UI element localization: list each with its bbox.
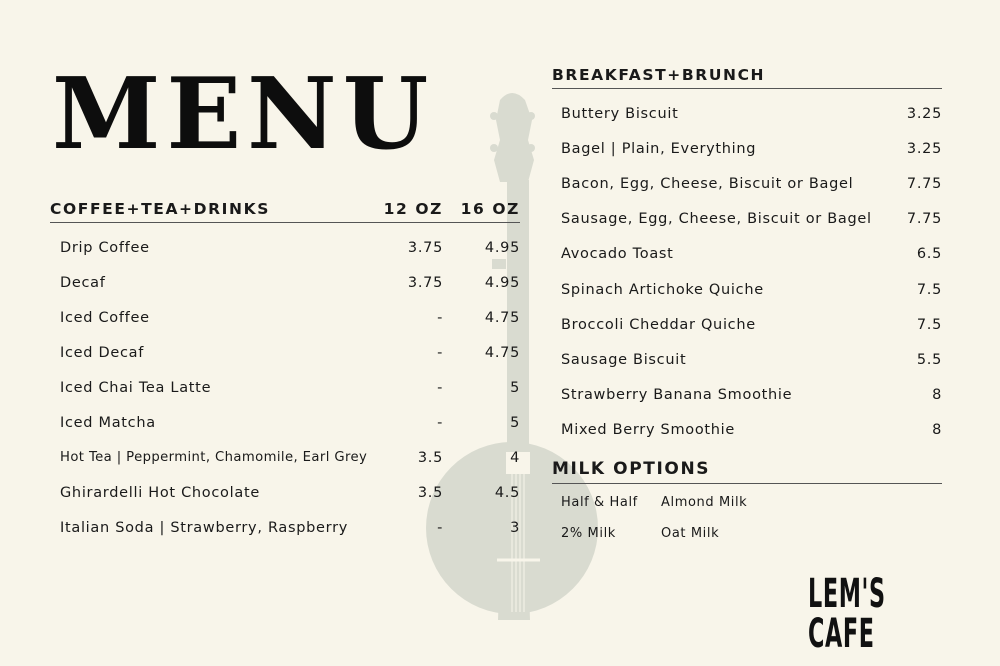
coffee-item <box>60 405 520 440</box>
item-price: 8 <box>932 387 942 404</box>
coffee-item <box>60 335 520 370</box>
item-name: Sausage, Egg, Cheese, Biscuit or Bagel <box>561 211 872 228</box>
milk-option: Oat Milk <box>661 526 720 541</box>
item-name: Broccoli Cheddar Quiche <box>561 316 756 333</box>
price-16oz: 4.75 <box>484 344 520 361</box>
item-name: Decaf <box>60 274 106 291</box>
item-price: 5.5 <box>916 351 942 368</box>
price-16oz: 5 <box>510 414 520 431</box>
breakfast-item <box>561 413 942 448</box>
item-price: 7.5 <box>916 281 942 298</box>
breakfast-item <box>561 96 942 131</box>
item-name: Iced Coffee <box>60 309 150 326</box>
price-12oz: - <box>437 309 443 326</box>
item-price: 8 <box>932 422 942 439</box>
item-name: Bagel | Plain, Everything <box>561 140 757 157</box>
breakfast-item <box>561 272 942 307</box>
item-price: 7.75 <box>906 175 942 192</box>
item-price: 7.75 <box>906 211 942 228</box>
item-name: Italian Soda | Strawberry, Raspberry <box>60 519 349 536</box>
price-16oz: 4.5 <box>494 484 520 501</box>
price-16oz: 3 <box>510 519 520 536</box>
price-12oz: 3.5 <box>417 449 443 466</box>
milk-section-header: MILK OPTIONS <box>552 459 942 484</box>
coffee-header-label: COFFEE+TEA+DRINKS <box>50 200 270 218</box>
coffee-item <box>60 300 520 335</box>
item-name: Avocado Toast <box>561 246 674 263</box>
coffee-item <box>60 510 520 545</box>
coffee-item <box>60 370 520 405</box>
breakfast-item <box>561 307 942 342</box>
cafe-logo: LEM'S CAFE <box>808 571 886 657</box>
item-name: Ghirardelli Hot Chocolate <box>60 484 260 501</box>
price-12oz: - <box>437 519 443 536</box>
item-price: 3.25 <box>906 105 942 122</box>
breakfast-section-header: BREAKFAST+BRUNCH <box>552 66 942 89</box>
price-16oz: 4.75 <box>484 309 520 326</box>
price-12oz: - <box>437 379 443 396</box>
item-name: Drip Coffee <box>60 239 150 256</box>
item-name: Mixed Berry Smoothie <box>561 422 736 439</box>
breakfast-item <box>561 378 942 413</box>
col-16oz: 16 OZ <box>460 200 520 218</box>
breakfast-item <box>561 166 942 201</box>
menu-title: MENU <box>52 57 435 172</box>
coffee-item <box>60 230 520 265</box>
milk-option: 2% Milk <box>561 526 616 541</box>
item-name: Iced Matcha <box>60 414 156 431</box>
item-name: Spinach Artichoke Quiche <box>561 281 764 298</box>
price-12oz: 3.5 <box>417 484 443 501</box>
price-16oz: 4.95 <box>484 274 520 291</box>
item-name: Sausage Biscuit <box>561 351 687 368</box>
coffee-section-header <box>50 200 520 223</box>
price-16oz: 4 <box>510 449 520 466</box>
milk-option: Almond Milk <box>661 495 748 510</box>
price-12oz: - <box>437 344 443 361</box>
col-12oz: 12 OZ <box>383 200 443 218</box>
price-16oz: 4.95 <box>484 239 520 256</box>
item-name: Buttery Biscuit <box>561 105 679 122</box>
price-16oz: 5 <box>510 379 520 396</box>
item-price: 3.25 <box>906 140 942 157</box>
breakfast-item <box>561 237 942 272</box>
breakfast-item <box>561 342 942 377</box>
item-name: Iced Decaf <box>60 344 145 361</box>
item-name: Strawberry Banana Smoothie <box>561 387 793 404</box>
price-12oz: 3.75 <box>407 239 443 256</box>
item-name: Hot Tea | Peppermint, Chamomile, Earl Grey <box>60 450 368 465</box>
item-price: 7.5 <box>916 316 942 333</box>
coffee-item <box>60 440 520 475</box>
milk-option: Half & Half <box>561 495 638 510</box>
item-name: Iced Chai Tea Latte <box>60 379 212 396</box>
coffee-item <box>60 265 520 300</box>
price-12oz: - <box>437 414 443 431</box>
breakfast-item <box>561 131 942 166</box>
breakfast-item <box>561 202 942 237</box>
item-name: Bacon, Egg, Cheese, Biscuit or Bagel <box>561 175 854 192</box>
price-12oz: 3.75 <box>407 274 443 291</box>
coffee-item <box>60 475 520 510</box>
item-price: 6.5 <box>916 246 942 263</box>
